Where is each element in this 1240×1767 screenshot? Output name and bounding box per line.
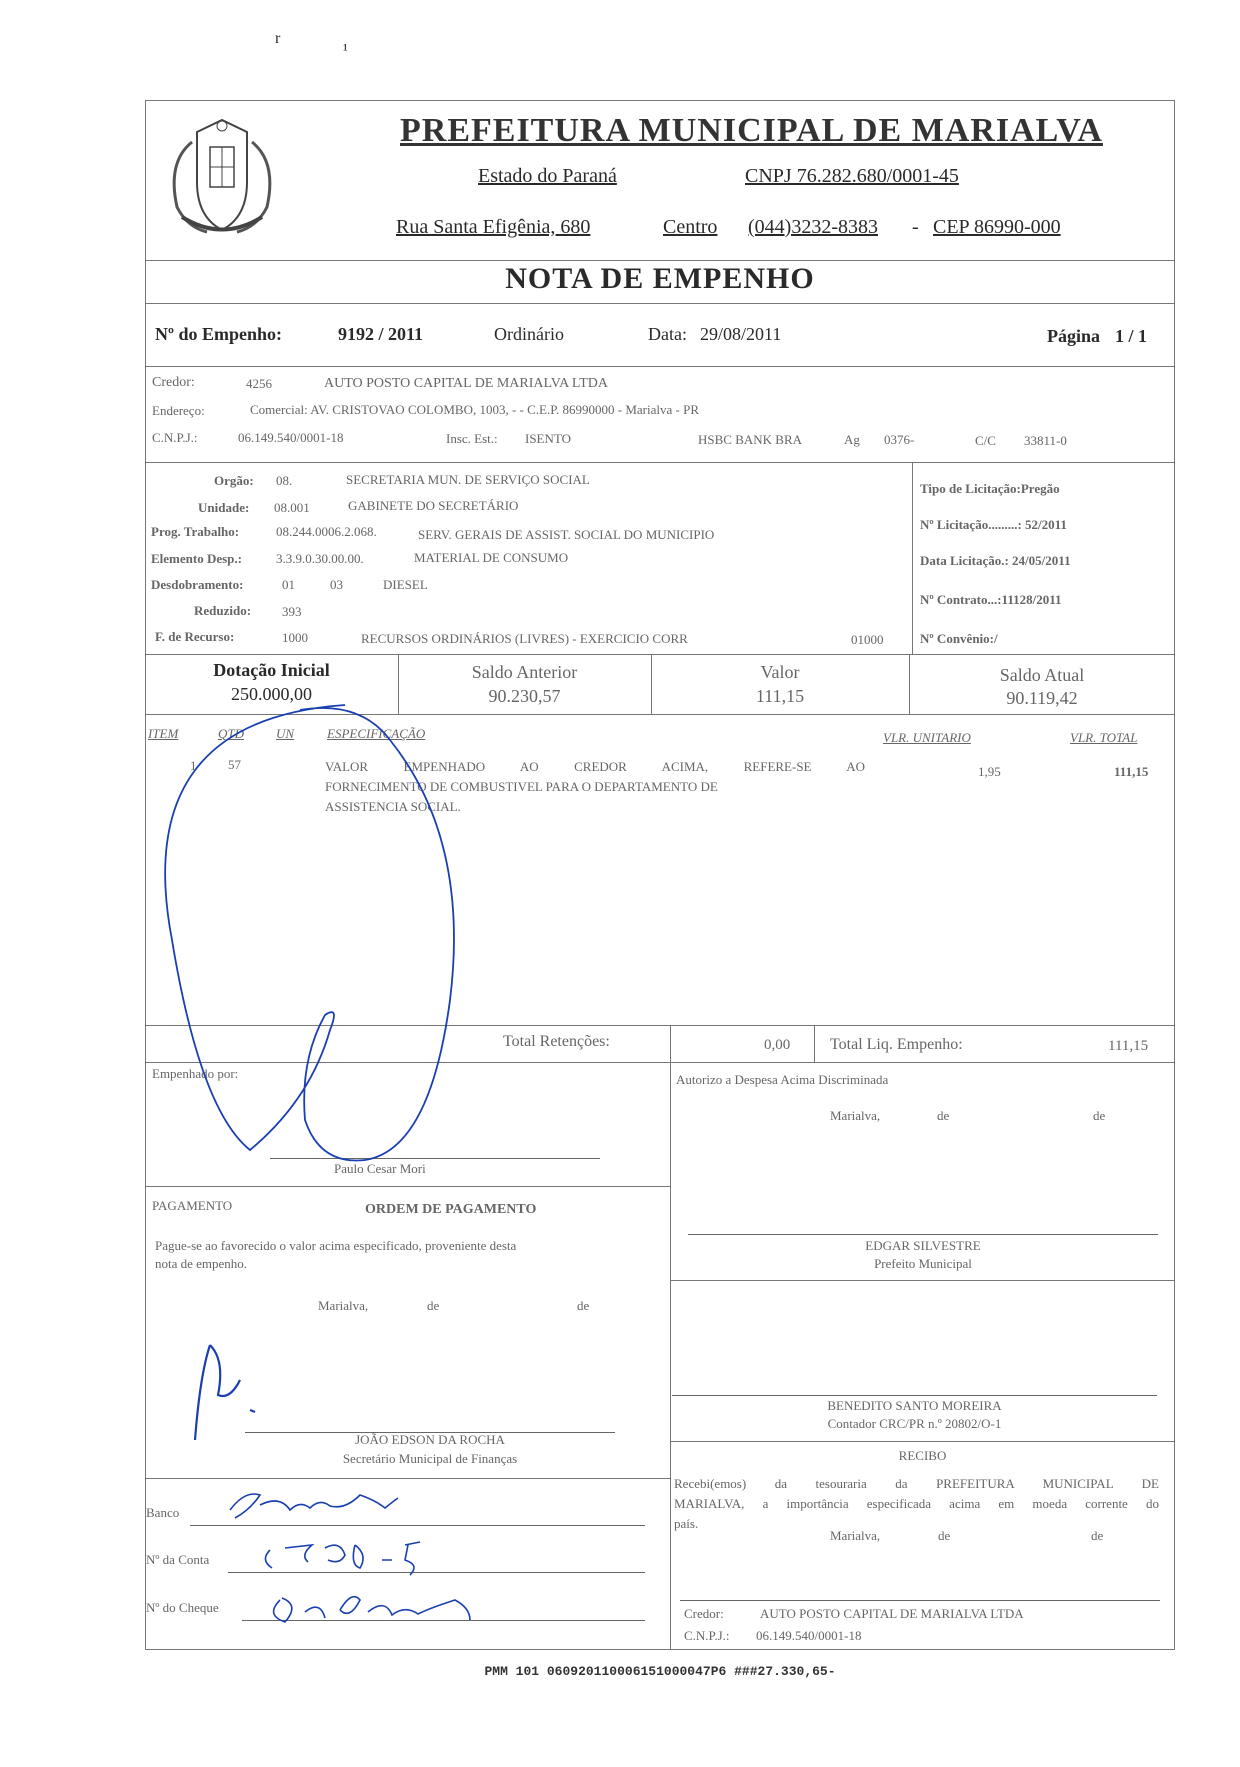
elemento-label: Elemento Desp.:	[151, 551, 242, 566]
credor-ag-label: Ag	[844, 432, 860, 447]
page-number: 1 / 1	[1115, 326, 1148, 346]
fonte-recurso-number: 01000	[851, 632, 884, 647]
recibo-de2: de	[1091, 1528, 1104, 1543]
prog-trabalho-code: 08.244.0006.2.068.	[276, 524, 377, 539]
header-item: ITEM	[148, 726, 179, 741]
empenho-type: Ordinário	[494, 324, 564, 344]
autorizo-de1: de	[937, 1108, 950, 1123]
tipo-licitacao: Tipo de Licitação:Pregão	[920, 481, 1060, 496]
item-qtd: 57	[228, 757, 241, 772]
autorizo-de2: de	[1093, 1108, 1106, 1123]
prefeito-name: EDGAR SILVESTRE	[865, 1238, 981, 1253]
orgao-label: Orgão:	[214, 473, 254, 488]
numero-contrato: Nº Contrato...:11128/2011	[920, 592, 1062, 607]
secretario-name: JOÃO EDSON DA ROCHA	[355, 1432, 505, 1447]
unidade-name: GABINETE DO SECRETÁRIO	[348, 498, 519, 513]
address-cep: CEP 86990-000	[933, 216, 1061, 238]
fonte-recurso-label: F. de Recurso:	[155, 629, 235, 644]
credor-label: Credor:	[152, 375, 195, 390]
document-title: NOTA DE EMPENHO	[505, 262, 815, 295]
recibo-text-line1: Recebi(emos) da tesouraria da PREFEITURA MUNICIPAL DE	[674, 1476, 1159, 1491]
date-label: Data:	[648, 324, 687, 344]
desdobramento-label: Desdobramento:	[151, 577, 244, 592]
date-value: 29/08/2011	[700, 324, 782, 344]
desdobramento-code1: 01	[282, 577, 295, 592]
municipality-title: PREFEITURA MUNICIPAL DE MARIALVA	[400, 112, 1103, 149]
recibo-cnpj: 06.149.540/0001-18	[756, 1628, 862, 1643]
unidade-label: Unidade:	[198, 500, 250, 515]
header-vlr-total: VLR. TOTAL	[1070, 730, 1138, 745]
empenhado-signer: Paulo Cesar Mori	[334, 1161, 426, 1176]
empenho-number-label: Nº do Empenho:	[155, 324, 282, 344]
address-street: Rua Santa Efigênia, 680	[396, 216, 591, 238]
ordem-pagamento-label: ORDEM DE PAGAMENTO	[365, 1202, 537, 1217]
item-spec-line2: FORNECIMENTO DE COMBUSTIVEL PARA O DEPARTAMENTO DE	[325, 779, 718, 794]
pagamento-de2: de	[577, 1298, 590, 1313]
header-vlr-unitario: VLR. UNITARIO	[883, 730, 971, 745]
orgao-name: SECRETARIA MUN. DE SERVIÇO SOCIAL	[346, 472, 590, 487]
contador-role: Contador CRC/PR n.º 20802/O-1	[827, 1416, 1002, 1431]
credor-address: Comercial: AV. CRISTOVAO COLOMBO, 1003, - - C.E.P. 86990000 - Marialva - PR	[250, 402, 699, 417]
autorizo-text: Autorizo a Despesa Acima Discriminada	[676, 1072, 889, 1087]
pagamento-city: Marialva,	[318, 1298, 369, 1313]
data-licitacao: Data Licitação.: 24/05/2011	[920, 553, 1071, 568]
pagamento-text-line2: nota de empenho.	[155, 1256, 248, 1271]
item-total-value: 111,15	[1114, 764, 1149, 779]
saldo-anterior-value: 90.230,57	[488, 686, 561, 706]
address-phone: (044)3232-8383	[748, 216, 878, 238]
total-liquido-label: Total Liq. Empenho:	[830, 1036, 963, 1053]
pagamento-label: PAGAMENTO	[152, 1198, 233, 1213]
address-district: Centro	[663, 216, 718, 238]
numero-convenio: Nº Convênio:/	[920, 631, 998, 646]
page-label: Página	[1047, 326, 1101, 346]
conta-label: Nº da Conta	[146, 1552, 210, 1567]
pagamento-text-line1: Pague-se ao favorecido o valor acima especificado, proveniente desta	[155, 1238, 517, 1253]
credor-address-label: Endereço:	[152, 403, 205, 418]
dotacao-inicial-label: Dotação Inicial	[213, 660, 330, 680]
recibo-de1: de	[938, 1528, 951, 1543]
total-liquido-value: 111,15	[1108, 1038, 1149, 1054]
empenho-number: 9192 / 2011	[338, 324, 424, 344]
credor-cc-label: C/C	[975, 433, 996, 448]
autorizo-city: Marialva,	[830, 1108, 881, 1123]
credor-code: 4256	[246, 376, 272, 391]
stray-mark: r	[275, 30, 281, 47]
dotacao-inicial-value: 250.000,00	[231, 684, 312, 704]
recibo-city: Marialva,	[830, 1528, 881, 1543]
item-spec-line1: VALOR EMPENHADO AO CREDOR ACIMA, REFERE-SE AO	[325, 759, 865, 774]
reduzido-label: Reduzido:	[194, 603, 252, 618]
recibo-title: RECIBO	[898, 1448, 947, 1463]
empenhado-por-label: Empenhado por:	[152, 1066, 239, 1081]
header-qtd: QTD	[218, 726, 245, 741]
fonte-recurso-code: 1000	[282, 630, 308, 645]
cnpj-label: CNPJ 76.282.680/0001-45	[745, 165, 959, 187]
valor-label: Valor	[760, 662, 800, 682]
cheque-label: Nº do Cheque	[146, 1600, 219, 1615]
desdobramento-code2: 03	[330, 577, 343, 592]
header-un: UN	[276, 726, 295, 741]
address-separator: -	[912, 216, 919, 238]
orgao-code: 08.	[276, 473, 293, 488]
recibo-text-line3: país.	[674, 1516, 699, 1531]
header-especificacao: ESPECIFICAÇÃO	[327, 726, 426, 741]
prog-trabalho-name: SERV. GERAIS DE ASSIST. SOCIAL DO MUNICIPIO	[418, 527, 715, 542]
pagamento-de1: de	[427, 1298, 440, 1313]
saldo-anterior-label: Saldo Anterior	[471, 662, 578, 682]
recibo-credor-label: Credor:	[684, 1606, 724, 1621]
credor-bank: HSBC BANK BRA	[698, 432, 803, 447]
saldo-atual-value: 90.119,42	[1006, 688, 1078, 708]
numero-licitacao: Nº Licitação.........: 52/2011	[920, 517, 1067, 532]
credor-ie: ISENTO	[525, 431, 571, 446]
credor-cnpj-label: C.N.P.J.:	[152, 430, 198, 445]
credor-name: AUTO POSTO CAPITAL DE MARIALVA LTDA	[324, 376, 608, 391]
credor-ag: 0376-	[884, 432, 915, 447]
recibo-text-line2: MARIALVA, a importância especificada acima em moeda corrente do	[674, 1496, 1159, 1511]
item-spec-line3: ASSISTENCIA SOCIAL.	[325, 799, 461, 814]
recibo-credor-name: AUTO POSTO CAPITAL DE MARIALVA LTDA	[760, 1606, 1024, 1621]
stray-mark: ¹	[343, 42, 348, 59]
recibo-cnpj-label: C.N.P.J.:	[684, 1628, 730, 1643]
desdobramento-name: DIESEL	[383, 577, 428, 592]
banco-label: Banco	[146, 1505, 180, 1520]
item-number: 1	[190, 758, 197, 773]
valor-value: 111,15	[755, 686, 805, 706]
secretario-role: Secretário Municipal de Finanças	[342, 1451, 518, 1466]
prefeito-role: Prefeito Municipal	[874, 1256, 972, 1271]
footer-code: PMM 101 060920110006151000047P6 ###27.330,65-	[484, 1664, 836, 1679]
item-unit-value: 1,95	[978, 764, 1001, 779]
saldo-atual-label: Saldo Atual	[999, 665, 1085, 685]
elemento-name: MATERIAL DE CONSUMO	[414, 550, 569, 565]
prog-trabalho-label: Prog. Trabalho:	[151, 524, 240, 539]
elemento-code: 3.3.9.0.30.00.00.	[276, 551, 364, 566]
credor-ie-label: Insc. Est.:	[446, 431, 498, 446]
state-label: Estado do Paraná	[478, 165, 617, 187]
total-retencoes-label: Total Retenções:	[503, 1033, 610, 1050]
credor-cnpj: 06.149.540/0001-18	[238, 430, 344, 445]
credor-cc: 33811-0	[1024, 433, 1067, 448]
total-retencoes-value: 0,00	[764, 1037, 791, 1053]
fonte-recurso-name: RECURSOS ORDINÁRIOS (LIVRES) - EXERCICIO CORR	[361, 631, 688, 646]
contador-name: BENEDITO SANTO MOREIRA	[827, 1398, 1002, 1413]
unidade-code: 08.001	[274, 500, 310, 515]
reduzido-value: 393	[282, 604, 302, 619]
